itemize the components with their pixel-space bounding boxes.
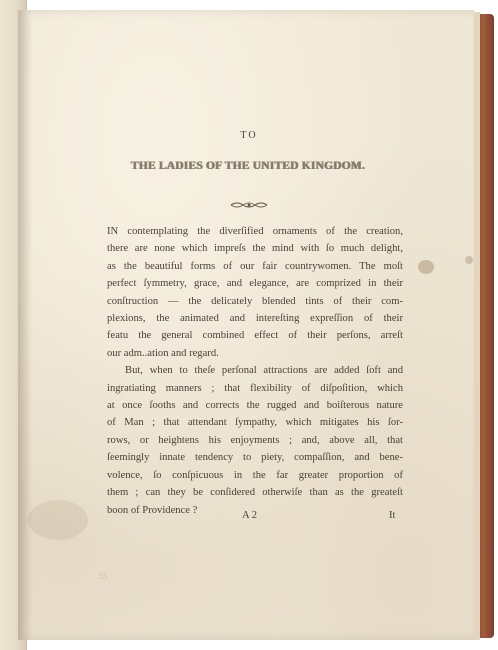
text-line: our adm..ation and regard. bbox=[107, 347, 219, 359]
pencil-note: 55 bbox=[99, 572, 107, 581]
paragraph-2 bbox=[107, 362, 403, 519]
text-line: plexions, the animated and intereſting expreſſion of their bbox=[107, 313, 403, 325]
text-line: of Man ; that attendant ſympathy, which mitigates his ſor- bbox=[107, 417, 403, 429]
text-line: perfect ſymmetry, grace, and elegance, are comprized in their bbox=[107, 278, 403, 290]
text-line: conſtruction — the delicately blended tints of their com- bbox=[107, 295, 403, 307]
catchword: It bbox=[389, 510, 396, 521]
paragraph-1 bbox=[107, 223, 403, 362]
text-line: ingratiating manners ; that flexibility of diſpoſition, which bbox=[107, 382, 403, 394]
text-line: at once ſooths and corrects the rugged and boiſterous nature bbox=[107, 400, 403, 412]
water-stain bbox=[28, 500, 88, 540]
foxing-stain bbox=[465, 256, 473, 264]
text-line: But, when to theſe perſonal attractions are added ſoft and bbox=[125, 365, 403, 377]
body-text bbox=[107, 223, 403, 519]
dedication-to: TO bbox=[240, 130, 258, 141]
text-line: volence, ſo conſpicuous in the far greater proportion of bbox=[107, 469, 403, 481]
ornament-icon bbox=[229, 200, 269, 210]
text-line: ſeemingly innate tendency to piety, compaſſion, and bene- bbox=[107, 452, 403, 464]
text-line: IN contemplating the diverſified ornaments of the creation, bbox=[107, 226, 403, 237]
page-title: THE LADIES OF THE UNITED KINGDOM. bbox=[130, 160, 366, 172]
signature-mark: A 2 bbox=[242, 510, 258, 521]
text-line: them ; can they be conſidered otherwiſe than as the greateſt bbox=[107, 487, 403, 499]
text-line: rows, or heightens his enjoyments ; and, above all, that bbox=[107, 434, 403, 446]
text-line: as the beautiful forms of our fair countrywomen. The moſt bbox=[107, 260, 403, 272]
gutter-shadow bbox=[18, 10, 32, 640]
text-line: featu the general combined effect of their perſons, arreſt bbox=[107, 330, 403, 342]
foxing-stain bbox=[418, 260, 434, 274]
text-line: there are none which impreſs the mind with ſo much delight, bbox=[107, 243, 403, 255]
text-line: boon of Providence ? bbox=[107, 504, 198, 516]
